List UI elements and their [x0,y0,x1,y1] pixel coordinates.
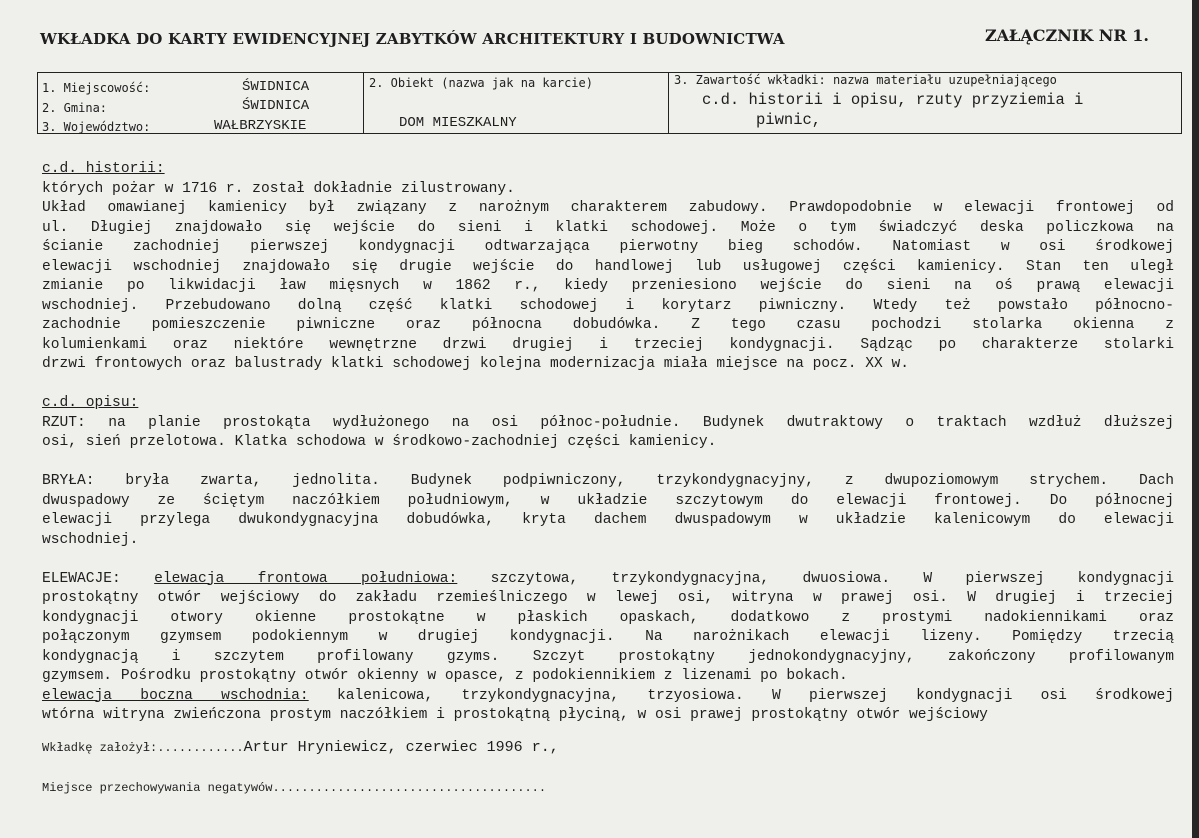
location-cell [38,73,364,133]
annex-number: ZAŁĄCZNIK NR 1. [984,26,1149,45]
founder-value: Artur Hryniewicz, czerwiec 1996 r., [243,739,559,756]
page-edge [1192,0,1199,838]
gmina-value: ŚWIDNICA [242,98,310,114]
header-box [37,72,1182,134]
founder-line [42,738,559,756]
frontowa-heading: elewacja frontowa południowa: [154,570,458,587]
negatives-dots: ...................................... [272,781,547,795]
zawartosc-value-1: c.d. historii i opisu, rzuty przyziemia i [702,91,1084,109]
boczna-heading: elewacja boczna wschodnia: [42,687,309,704]
zawartosc-label: 3. Zawartość wkładki: nazwa materiału uzupełniającego [674,73,1057,87]
negatives-line [42,778,546,796]
obiekt-value: DOM MIESZKALNY [399,115,517,131]
founder-label: Wkładkę założył: [42,741,158,755]
elewacje-first-rest: szczytowa, trzykondygnacyjna, dwuosiowa. W pierwszej kondygnacji [490,570,1174,587]
zawartosc-value-2: piwnic, [756,111,822,129]
historia-line: zmianie po likwidacji ław mięsnych w 1862 r., kiedy przeniesiono wejście do sieni na oś prawą elewacji [42,278,1174,294]
content-cell [668,73,1181,133]
gmina-label: 2. Gmina: [42,101,108,115]
historia-line: wschodniej. Przebudowano dolną część klatki schodowej i korytarz piwniczny. Wtedy też powstało północno- [42,297,1174,314]
elewacje-line: gzymsem. Pośrodku prostokątny otwór okienny w opasce, z podokiennikiem z lizenami po bokach. [42,668,848,684]
opis-heading: c.d. opisu: [42,395,139,411]
historia-line: drzwi frontowych oraz balustrady klatki schodowej kolejna modernizacja miała miejsce na pocz. XX w. [42,356,910,372]
rzut-line: osi, sień przelotowa. Klatka schodowa w środkowo-zachodniej części kamienicy. [42,434,717,450]
document-title: WKŁADKA DO KARTY EWIDENCYJNEJ ZABYTKÓW ARCHITEKTURY I BUDOWNICTWA [40,30,785,48]
bryla-line: BRYŁA: bryła zwarta, jednolita. Budynek podpiwniczony, trzykondygnacyjny, z dwupoziomowym strychem. Dach [42,473,1174,489]
miejscowosc-value: ŚWIDNICA [242,79,310,95]
historia-line: ścianie zachodniej pierwszej kondygnacji odtwarzająca pierwotny bieg schodów. Natomiast w osi środkowej [42,239,1174,255]
historia-line: kolumienkami oraz niektóre wewnętrzne drzwi drugiej i trzeciej kondygnacji. Sądząc po charakterze stolarki [42,336,1174,353]
elewacje-line: prostokątny otwór wejściowy do zakładu rzemieślniczego w lewej osi, witryna w prawej osi. W drugiej i trzeciej [42,590,1174,606]
boczna-first-rest: kalenicowa, trzykondygnacyjna, trzyosiowa. W pierwszej kondygnacji osi środkowej [336,687,1174,704]
elewacje-first-line [42,570,1174,590]
elewacje-line: kondygnacją i szczytem profilowany gzyms. Szczyt prostokątny jednokondygnacyjny, zakończony profilowanym [42,648,1174,665]
elewacje-line: kondygnacji otwory okienne prostokątne w płaskich opaskach, dodatkowo z prostymi nadokiennikami oraz [42,609,1174,626]
body-text [42,160,1174,726]
object-cell [363,73,669,133]
rzut-line: RZUT: na planie prostokąta wydłużonego na osi północ-południe. Budynek dwutraktowy o traktach wzdłuż dłuższej [42,414,1174,431]
historia-line: elewacji wschodniej znajdowało się drugie wejście do handlowej lub usługowej części kamienicy. Stan ten uległ [42,258,1174,275]
negatives-label: Miejsce przechowywania negatywów [42,781,273,795]
historia-line: ul. Długiej znajdowało się wejście do sieni i klatki schodowej. Może o tym świadczyć deska policzkowa na [42,219,1174,236]
boczna-first-line [42,687,1174,707]
bryla-line: elewacji przylega dwukondygnacyjna dobudówka, kryta dachem dwuspadowym w układzie kalenicowym do elewacji [42,512,1174,528]
elewacje-line: połączonym gzymsem podokiennym w drugiej kondygnacji. Na narożnikach elewacji lizeny. Pomiędzy trzecią [42,629,1174,645]
historia-line: zachodnie pomieszczenie piwniczne oraz północna dobudówka. Z tego czasu pochodzi stolarka okienna z [42,317,1174,333]
historia-line: Układ omawianej kamienicy był związany z narożnym charakterem zabudowy. Prawdopodobnie w elewacji frontowej od [42,200,1174,216]
bryla-line: dwuspadowy ze ściętym naczółkiem południowym, w układzie szczytowym do elewacji frontowej. Do północnej [42,492,1174,509]
miejscowosc-label: 1. Miejscowość: [42,81,151,95]
founder-dots: ............ [157,741,244,755]
boczna-line: wtórna witryna zwieńczona prostym naczółkiem i prostokątną płyciną, w osi prawej prostokątny otwór wejściowy [42,707,988,723]
historia-line: których pożar w 1716 r. został dokładnie zilustrowany. [42,180,515,197]
wojewodztwo-value: WAŁBRZYSKIE [214,118,307,134]
obiekt-label: 2. Obiekt (nazwa jak na karcie) [369,76,593,90]
elewacje-prefix: ELEWACJE: [42,570,121,587]
bryla-line: wschodniej. [42,531,139,548]
wojewodztwo-label: 3. Województwo: [42,120,151,134]
historia-heading: c.d. historii: [42,161,165,177]
